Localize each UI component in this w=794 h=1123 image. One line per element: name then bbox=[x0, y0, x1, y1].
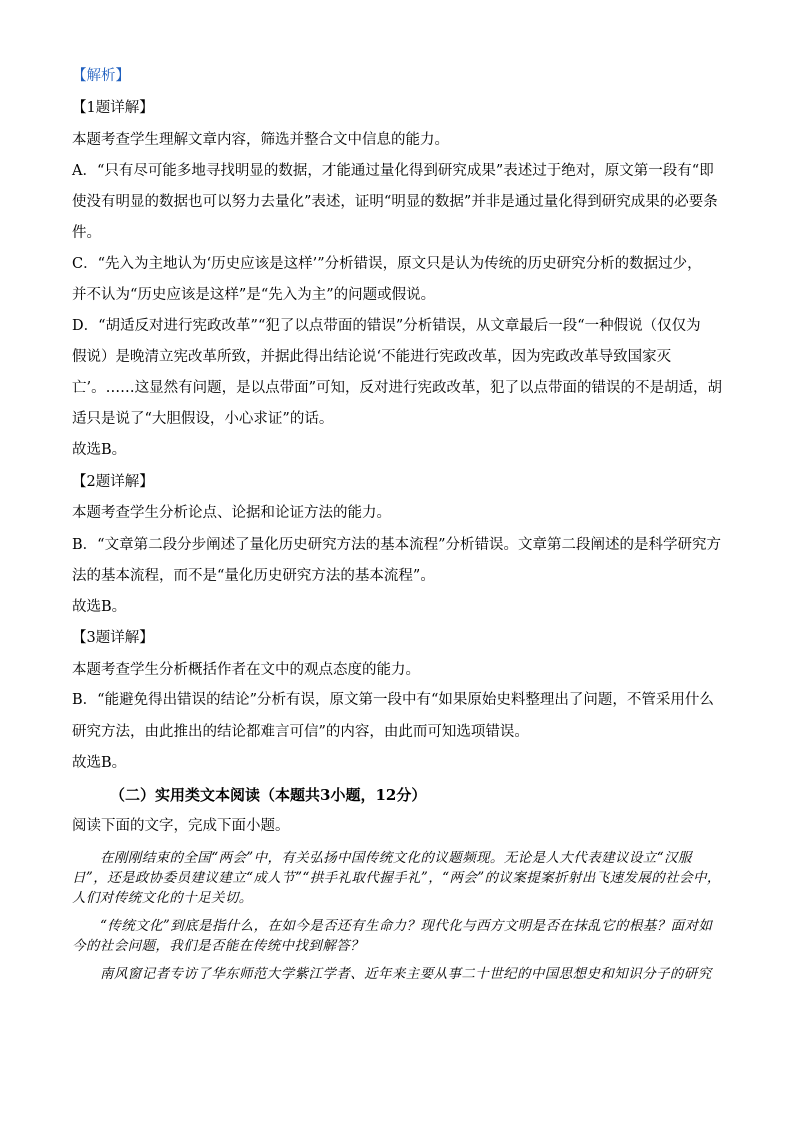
q1-answer: 故选B。 bbox=[72, 442, 127, 458]
passage-paragraph: “传统文化”到底是指什么，在如今是否还有生命力？现代化与西方文明是否在抹乱它的根基？面对如今的社会问题，我们是否能在传统中找到解答？ bbox=[72, 918, 713, 954]
q1-intro: 本题考查学生理解文章内容，筛选并整合文中信息的能力。 bbox=[72, 132, 449, 148]
q2-intro: 本题考查学生分析论点、论据和论证方法的能力。 bbox=[72, 505, 391, 521]
q3-option-b-line1: B．“能避免得出错误的结论”分析有误，原文第一段中有“如果原始史料整理出了问题，不管采用什么 bbox=[72, 692, 714, 708]
q1-option-a-line2: 使没有明显的数据也可以努力去量化”表述，证明“明显的数据”并非是通过量化得到研究成果的必要条 bbox=[72, 194, 718, 210]
q3-answer: 故选B。 bbox=[72, 755, 127, 771]
q2-answer: 故选B。 bbox=[72, 599, 127, 615]
q1-option-d-line4: 适只是说了“大胆假设，小心求证”的话。 bbox=[72, 411, 334, 427]
section-instruction: 阅读下面的文字，完成下面小题。 bbox=[72, 818, 290, 834]
q1-option-c-line2: 并不认为“历史应该是这样”是“先入为主”的问题或假说。 bbox=[72, 287, 436, 303]
q1-option-d-line3: 亡’。……这显然有问题，是以点带面”可知，反对进行宪政改革，犯了以点带面的错误的不是胡适，胡 bbox=[72, 380, 723, 396]
q2-title: 【2题详解】 bbox=[72, 474, 154, 490]
q1-option-d-line2: 假说）是晚清立宪改革所致，并据此得出结论说‘不能进行宪政改革，因为宪政改革导致国家灭 bbox=[72, 349, 672, 365]
analysis-header: 【解析】 bbox=[72, 68, 130, 84]
reading-passage bbox=[72, 848, 724, 984]
q2-option-b-line2: 法的基本流程，而不是“量化历史研究方法的基本流程”。 bbox=[72, 568, 435, 584]
q3-title: 【3题详解】 bbox=[72, 630, 154, 646]
q1-option-c-line1: C．“先入为主地认为‘历史应该是这样’”分析错误，原文只是认为传统的历史研究分析的数据过少， bbox=[72, 256, 702, 272]
passage-paragraph: 在刚刚结束的全国“两会”中，有关弘扬中国传统文化的议题频现。无论是人大代表建议设立“汉服日”，还是政协委员建议建立“成人节”“拱手礼取代握手礼”，“两会”的议案提案折射出飞速发展的社会中，人们对传统文化的十足关切。 bbox=[72, 850, 721, 906]
q3-option-b-line2: 研究方法，由此推出的结论都难言可信”的内容，由此而可知选项错误。 bbox=[72, 724, 529, 740]
section-heading: （二）实用类文本阅读（本题共3小题，12分） bbox=[110, 786, 427, 804]
q1-option-d-line1: D．“胡适反对进行宪政改革”“犯了以点带面的错误”分析错误，从文章最后一段“一种假说（仅仅为 bbox=[72, 318, 701, 334]
q1-title: 【1题详解】 bbox=[72, 100, 154, 116]
q2-option-b-line1: B．“文章第二段分步阐述了量化历史研究方法的基本流程”分析错误。文章第二段阐述的是科学研究方 bbox=[72, 537, 721, 553]
q1-option-a-line1: A．“只有尽可能多地寻找明显的数据，才能通过量化得到研究成果”表述过于绝对，原文第一段有“即 bbox=[72, 163, 714, 179]
q1-option-a-line3: 件。 bbox=[72, 225, 101, 241]
passage-paragraph: 南风窗记者专访了华东师范大学紫江学者、近年来主要从事二十世纪的中国思想史和知识分子的研究 bbox=[100, 966, 712, 982]
q3-intro: 本题考查学生分析概括作者在文中的观点态度的能力。 bbox=[72, 662, 420, 678]
